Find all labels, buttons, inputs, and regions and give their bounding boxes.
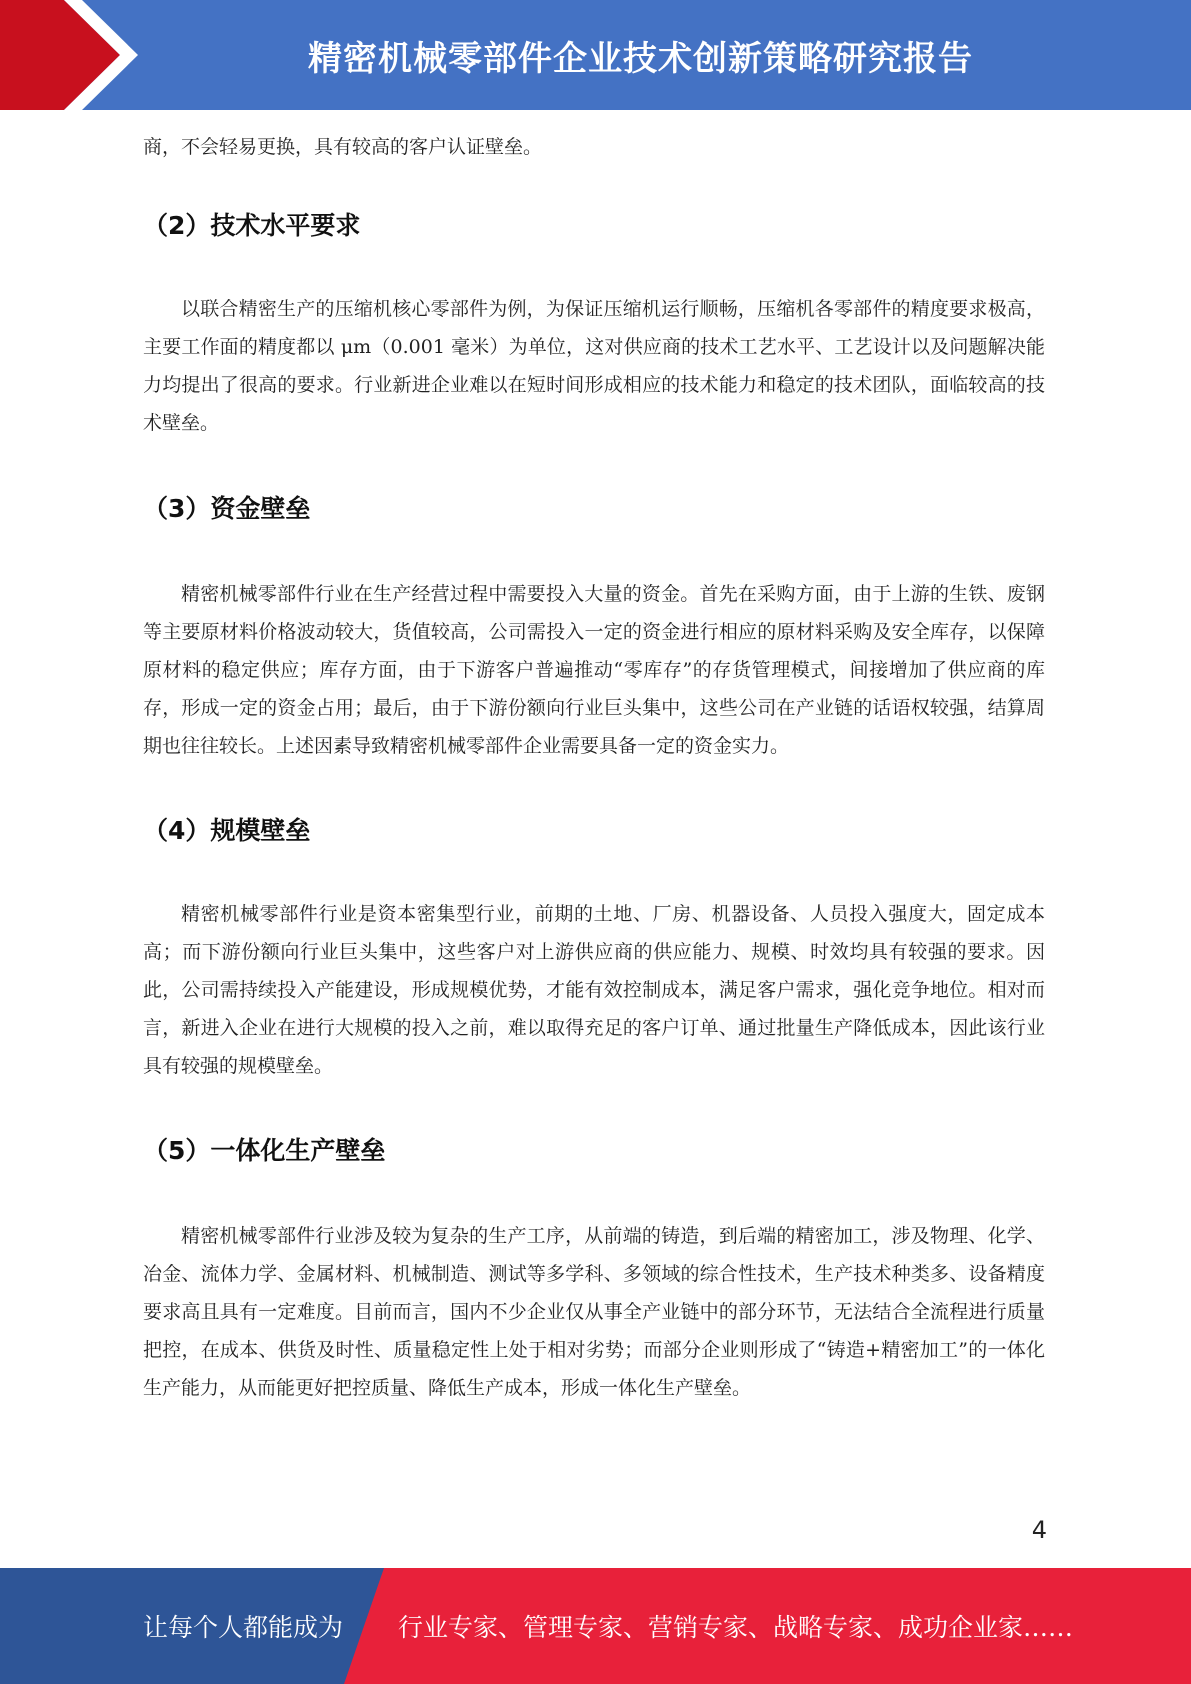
page-number: 4 [1031, 1516, 1047, 1544]
page-header [0, 0, 1191, 110]
paragraph-tech: 以联合精密生产的压缩机核心零部件为例，为保证压缩机运行顺畅，压缩机各零部件的精度要求极高，主要工作面的精度都以 μm（0.001 毫米）为单位，这对供应商的技术工艺水平、工艺设计以及问题解决能力均提出了很高的要求。行业新进企业难以在短时间形成相应的技术能力和稳定的技术团队，面临较高的技术壁垒。 [143, 298, 1045, 434]
paragraph-continued: 商，不会轻易更换，具有较高的客户认证壁垒。 [143, 136, 543, 158]
section-heading-capital: （3）资金壁垒 [143, 494, 311, 523]
paragraph-scale: 精密机械零部件行业是资本密集型行业，前期的土地、厂房、机器设备、人员投入强度大，固定成本高；而下游份额向行业巨头集中，这些客户对上游供应商的供应能力、规模、时效均具有较强的要求。因此，公司需持续投入产能建设，形成规模优势，才能有效控制成本，满足客户需求，强化竞争地位。相对而言，新进入企业在进行大规模的投入之前，难以取得充足的客户订单、通过批量生产降低成本，因此该行业具有较强的规模壁垒。 [143, 903, 1045, 1077]
paragraph-capital: 精密机械零部件行业在生产经营过程中需要投入大量的资金。首先在采购方面，由于上游的生铁、废钢等主要原材料价格波动较大，货值较高，公司需投入一定的资金进行相应的原材料采购及安全库存，以保障原材料的稳定供应；库存方面，由于下游客户普遍推动“零库存”的存货管理模式，间接增加了供应商的库存，形成一定的资金占用；最后，由于下游份额向行业巨头集中，这些公司在产业链的话语权较强，结算周期也往往较长。上述因素导致精密机械零部件企业需要具备一定的资金实力。 [143, 583, 1045, 757]
section-heading-tech: （2）技术水平要求 [143, 211, 361, 240]
section-heading-scale: （4）规模壁垒 [143, 816, 311, 845]
paragraph-integration: 精密机械零部件行业涉及较为复杂的生产工序，从前端的铸造，到后端的精密加工，涉及物理、化学、冶金、流体力学、金属材料、机械制造、测试等多学科、多领域的综合性技术，生产技术种类多、设备精度要求高且具有一定难度。目前而言，国内不少企业仅从事全产业链中的部分环节，无法结合全流程进行质量把控，在成本、供货及时性、质量稳定性上处于相对劣势；而部分企业则形成了“铸造+精密加工”的一体化生产能力，从而能更好把控质量、降低生产成本，形成一体化生产壁垒。 [143, 1225, 1045, 1399]
footer-slogan-left: 让每个人都能成为 [143, 1613, 344, 1642]
report-title: 精密机械零部件企业技术创新策略研究报告 [308, 38, 973, 79]
document-body [143, 128, 1045, 1407]
section-heading-integration: （5）一体化生产壁垒 [143, 1136, 386, 1165]
header-arrow-decoration [0, 0, 160, 110]
footer-slogan-right: 行业专家、管理专家、营销专家、战略专家、成功企业家…… [398, 1613, 1074, 1642]
page-footer [0, 1568, 1191, 1684]
